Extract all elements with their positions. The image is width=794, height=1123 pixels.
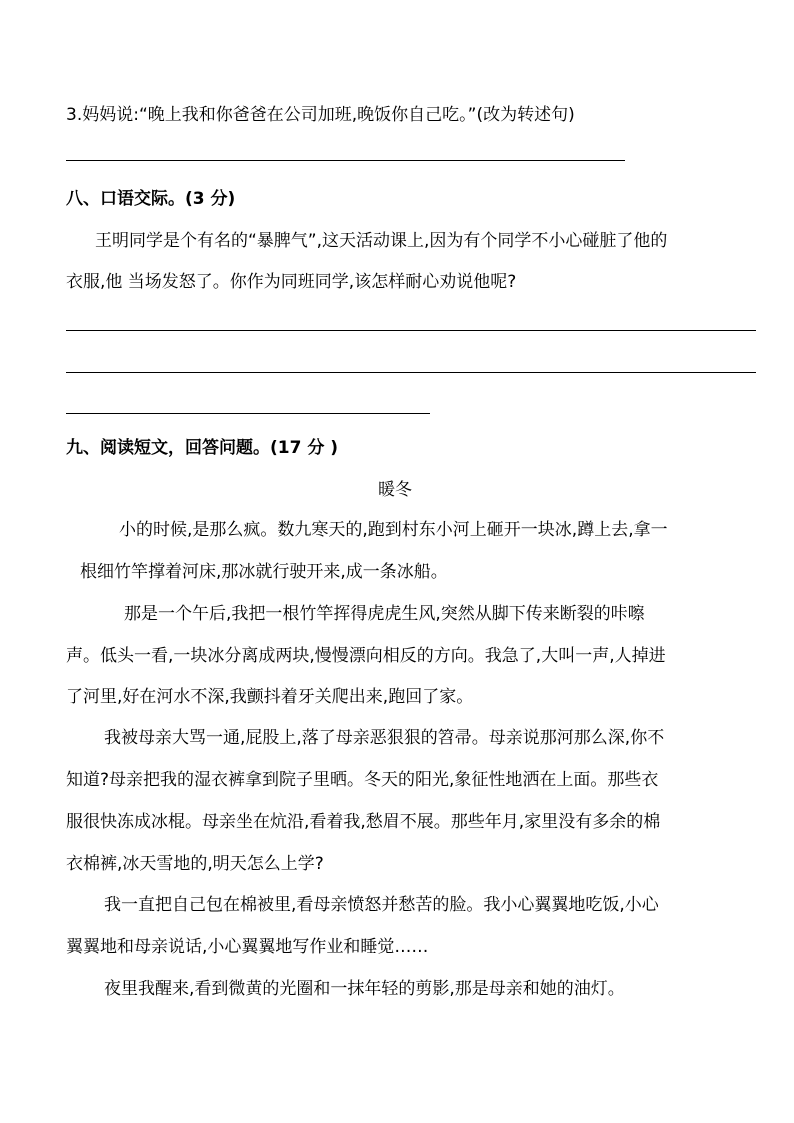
question-3-text: 3.妈妈说:“晚上我和你爸爸在公司加班,晚饭你自己吃。”(改为转述句) <box>66 105 575 125</box>
passage-line: 夜里我醒来,看到微黄的光圈和一抹年轻的剪影,那是母亲和她的油灯。 <box>104 979 625 999</box>
passage-line: 那是一个午后,我把一根竹竿挥得虎虎生风,突然从脚下传来断裂的咔嚓 <box>124 604 645 624</box>
passage-title: 暖冬 <box>378 480 412 500</box>
section-9-heading: 九、阅读短文，回答问题。(17 分 ) <box>66 438 339 458</box>
passage-line: 衣棉裤,冰天雪地的,明天怎么上学? <box>66 854 324 874</box>
passage-line: 声。低头一看,一块冰分离成两块,慢慢漂向相反的方向。我急了,大叫一声,人掉进 <box>66 646 666 666</box>
section-8-prompt-line: 衣服,他 当场发怒了。你作为同班同学,该怎样耐心劝说他呢? <box>66 272 517 292</box>
passage-line: 我被母亲大骂一通,屁股上,落了母亲恶狠狠的笤帚。母亲说那河那么深,你不 <box>104 728 665 748</box>
passage-line: 翼翼地和母亲说话,小心翼翼地写作业和睡觉…… <box>66 937 429 957</box>
answer-line <box>66 330 756 331</box>
answer-line <box>66 372 756 373</box>
passage-line: 我一直把自己包在棉被里,看母亲愤怒并愁苦的脸。我小心翼翼地吃饭,小心 <box>104 895 659 915</box>
section-8-heading: 八、口语交际。(3 分) <box>66 189 236 209</box>
answer-line <box>66 413 430 414</box>
answer-line <box>66 160 625 161</box>
passage-line: 根细竹竿撑着河床,那冰就行驶开来,成一条冰船。 <box>80 562 448 582</box>
passage-line: 了河里,好在河水不深,我颤抖着牙关爬出来,跑回了家。 <box>66 687 474 707</box>
passage-line: 服很快冻成冰棍。母亲坐在炕沿,看着我,愁眉不展。那些年月,家里没有多余的棉 <box>66 812 661 832</box>
section-8-prompt-line: 王明同学是个有名的“暴脾气”,这天活动课上,因为有个同学不小心碰脏了他的 <box>95 231 668 251</box>
passage-line: 小的时候,是那么疯。数九寒天的,跑到村东小河上砸开一块冰,蹲上去,拿一 <box>119 520 668 540</box>
passage-line: 知道?母亲把我的湿衣裤拿到院子里晒。冬天的阳光,象征性地洒在上面。那些衣 <box>66 770 659 790</box>
